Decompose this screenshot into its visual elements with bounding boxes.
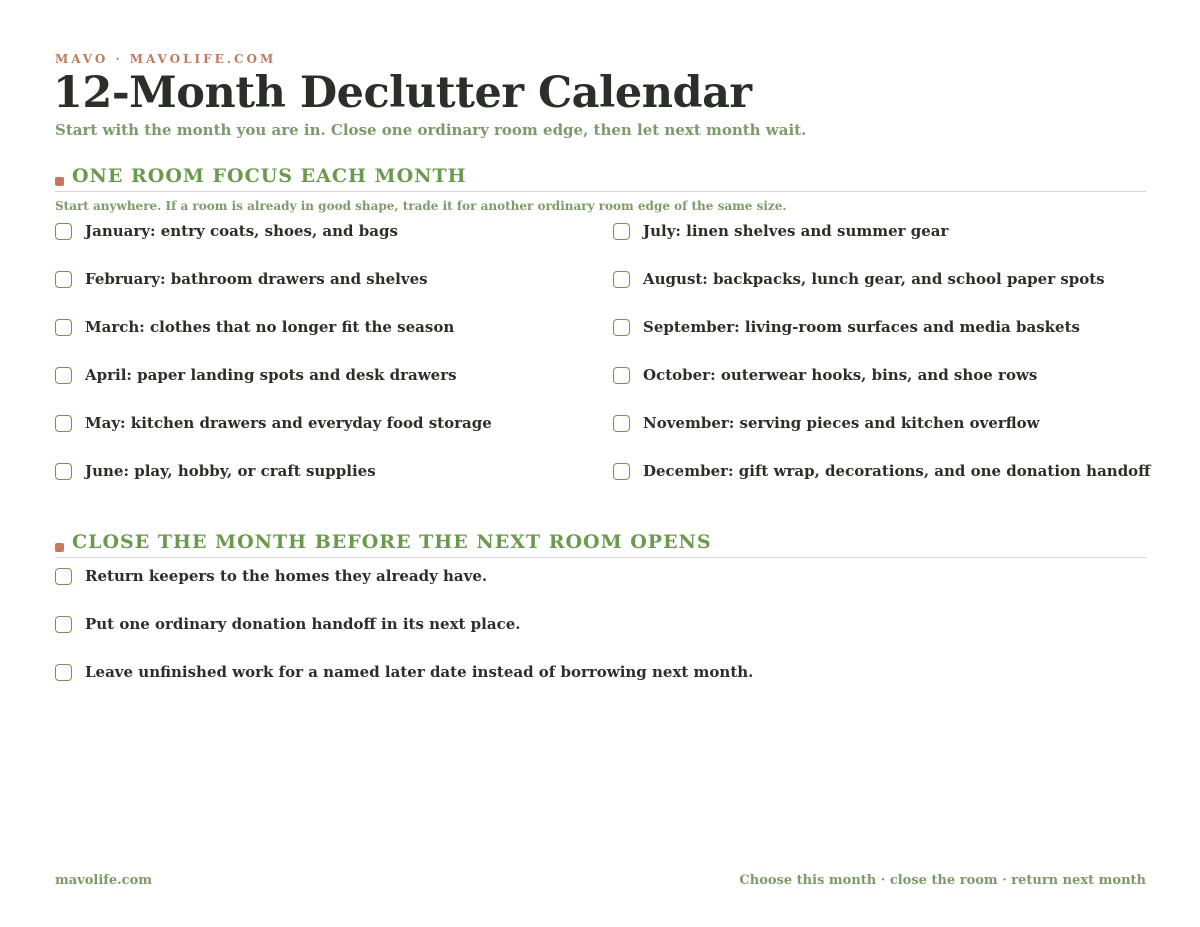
checkbox[interactable] [55,223,72,240]
page-subtitle: Start with the month you are in. Close one ordinary room edge, then let next month wait. [55,121,807,139]
checklist-item-june[interactable] [55,459,376,483]
checklist-item-september[interactable] [613,315,1080,339]
checklist-item-unfinished-work[interactable] [55,660,753,684]
checkbox[interactable] [55,568,72,585]
checkbox[interactable] [55,664,72,681]
checkbox[interactable] [613,319,630,336]
checkbox[interactable] [55,463,72,480]
checklist-item-january[interactable] [55,219,398,243]
checklist-item-october[interactable] [613,363,1037,387]
section-heading-close-month [55,531,1146,558]
checklist-item-july[interactable] [613,219,948,243]
checkbox[interactable] [55,271,72,288]
checkbox[interactable] [613,415,630,432]
checklist-item-may[interactable] [55,411,492,435]
checkbox[interactable] [55,319,72,336]
brand-line: MAVO · MAVOLIFE.COM [55,52,277,66]
checklist-item-label: December: gift wrap, decorations, and one donation handoff [643,462,1151,480]
checklist-item-label: February: bathroom drawers and shelves [85,270,428,288]
checklist-item-march[interactable] [55,315,454,339]
section-marker-icon [55,177,64,186]
checklist-item-label: Put one ordinary donation handoff in its next place. [85,615,521,633]
checkbox[interactable] [613,271,630,288]
checklist-item-label: July: linen shelves and summer gear [643,222,949,240]
checkbox[interactable] [613,223,630,240]
checklist-item-label: September: living-room surfaces and media baskets [643,318,1080,336]
checklist-item-december[interactable] [613,459,1151,483]
section-heading-label: ONE ROOM FOCUS EACH MONTH [72,165,467,187]
checkbox[interactable] [55,616,72,633]
checklist-item-label: November: serving pieces and kitchen overflow [643,414,1040,432]
checklist-item-february[interactable] [55,267,428,291]
section-marker-icon [55,543,64,552]
checklist-item-label: March: clothes that no longer fit the season [85,318,455,336]
checklist-item-april[interactable] [55,363,457,387]
footer-tagline: Choose this month · close the room · return next month [739,873,1146,888]
section-note: Start anywhere. If a room is already in good shape, trade it for another ordinary room edge of the same size. [55,199,787,213]
footer-site-link[interactable]: mavolife.com [55,873,153,888]
checklist-item-august[interactable] [613,267,1105,291]
checklist-item-label: October: outerwear hooks, bins, and shoe rows [643,366,1038,384]
checkbox[interactable] [613,463,630,480]
page-title: 12-Month Declutter Calendar [53,68,752,118]
checklist-item-label: Leave unfinished work for a named later date instead of borrowing next month. [85,663,754,681]
checklist-item-donation-handoff[interactable] [55,612,520,636]
checklist-item-label: May: kitchen drawers and everyday food storage [85,414,492,432]
checklist-item-label: April: paper landing spots and desk drawers [85,366,457,384]
checklist-item-label: January: entry coats, shoes, and bags [85,222,398,240]
printable-page [53,0,1151,927]
checklist-item-label: August: backpacks, lunch gear, and school paper spots [643,270,1105,288]
checklist-item-return-keepers[interactable] [55,564,487,588]
section-heading-monthly-focus [55,165,1146,192]
checklist-item-label: June: play, hobby, or craft supplies [85,462,376,480]
section-heading-label: CLOSE THE MONTH BEFORE THE NEXT ROOM OPENS [72,531,712,553]
checkbox[interactable] [55,367,72,384]
checklist-item-label: Return keepers to the homes they already have. [85,567,488,585]
checklist-item-november[interactable] [613,411,1040,435]
checkbox[interactable] [55,415,72,432]
checkbox[interactable] [613,367,630,384]
